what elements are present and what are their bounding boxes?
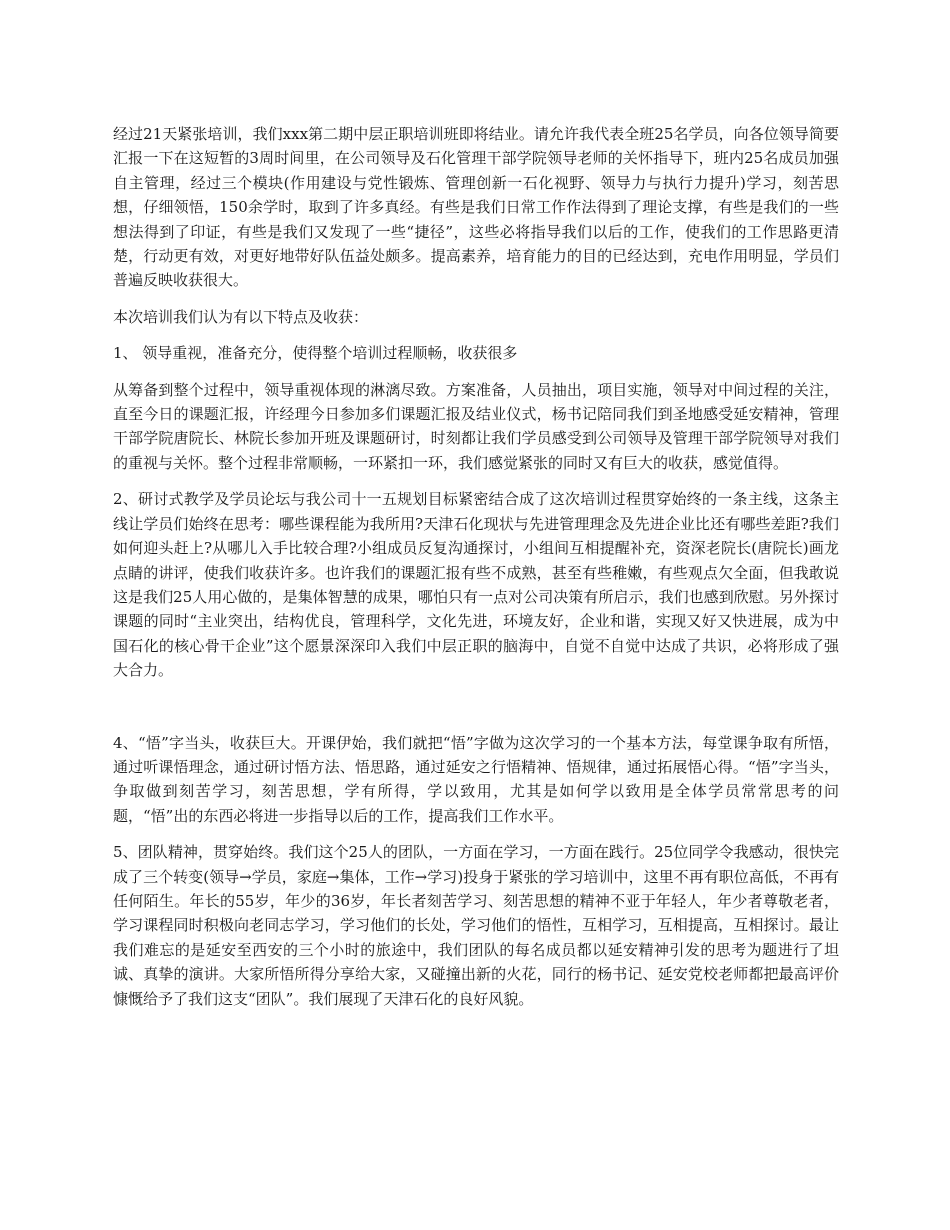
point-5-paragraph: 5、团队精神，贯穿始终。我们这个25人的团队，一方面在学习，一方面在践行。25位同学令我感动，很快完成了三个转变(领导→学员，家庭→集体，工作→学习)投身于紧张的学习培训中，这里不再有职位高低，不再有任何陌生。年长的55岁，年少的36岁，年长者刻苦学习、刻苦思想的精神不亚于年轻人，年少者尊敬老者，学习课程同时积极向老同志学习，学习他们的长处，学习他们的悟性，互相学习，互相提高，互相探讨。最让我们难忘的是延安至西安的三个小时的旅途中，我们团队的每名成员都以延安精神引发的思考为题进行了坦诚、真挚的演讲。大家所悟所得分享给大家，又碰撞出新的火花，同行的杨书记、延安党校老师都把最高评价慷慨给予了我们这支“团队”。我们展现了天津石化的良好风貌。: [113, 843, 839, 1008]
point-1-heading: 1、 领导重视，准备充分，使得整个培训过程顺畅，收获很多: [113, 344, 518, 363]
point-2-paragraph: 2、研讨式教学及学员论坛与我公司十一五规划目标紧密结合成了这次培训过程贯穿始终的一条主线，这条主线让学员们始终在思考：哪些课程能为我所用?天津石化现状与先进管理理念及先进企业比还有哪些差距?我们如何迎头赶上?从哪儿入手比较合理?小组成员反复沟通探讨，小组间互相提醒补充，资深老院长(唐院长)画龙点睛的讲评，使我们收获许多。也许我们的课题汇报有些不成熟，甚至有些稚嫩，有些观点欠全面，但我敢说这是我们25人用心做的，是集体智慧的成果，哪怕只有一点对公司决策有所启示，我们也感到欣慰。另外探讨课题的同时“主业突出，结构优良，管理科学，文化先进，环境友好，企业和谐，实现又好又快进展，成为中国石化的核心骨干企业”这个愿景深深印入我们中层正职的脑海中，自觉不自觉中达成了共识，必将形成了强大合力。: [113, 490, 839, 680]
blank-gap: [113, 695, 839, 731]
document-body: [113, 122, 839, 1023]
point-1-paragraph: 从筹备到整个过程中，领导重视体现的淋漓尽致。方案准备，人员抽出，项目实施，领导对中间过程的关注，直至今日的课题汇报，许经理今日参加多们课题汇报及结业仪式，杨书记陪同我们到圣地感受延安精神，管理干部学院唐院长、林院长参加开班及课题研讨，时刻都让我们学员感受到公司领导及管理干部学院领导对我们的重视与关怀。整个过程非常顺畅，一环紧扣一环，我们感觉紧张的同时又有巨大的收获，感觉值得。: [113, 380, 839, 472]
point-4-paragraph: 4、“悟”字当头，收获巨大。开课伊始，我们就把“悟”字做为这次学习的一个基本方法，每堂课争取有所悟，通过听课悟理念，通过研讨悟方法、悟思路，通过延安之行悟精神、悟规律，通过拓展悟心得。“悟”字当头，争取做到刻苦学习，刻苦思想，学有所得，学以致用，尤其是如何学以致用是全体学员常常思考的问题，“悟”出的东西必将进一步指导以后的工作，提高我们工作水平。: [113, 733, 839, 825]
features-heading: 本次培训我们认为有以下特点及收获：: [113, 307, 369, 326]
intro-paragraph: 经过21天紧张培训，我们xxx第二期中层正职培训班即将结业。请允许我代表全班25名学员，向各位领导简要汇报一下在这短暂的3周时间里，在公司领导及石化管理干部学院领导老师的关怀指导下，班内25名成员加强自主管理，经过三个模块(作用建设与党性锻炼、管理创新一石化视野、领导力与执行力提升)学习，刻苦思想，仔细领悟，150余学时，取到了许多真经。有些是我们日常工作作法得到了理论支撑，有些是我们的一些想法得到了印证，有些是我们又发现了一些“捷径”，这些必将指导我们以后的工作，使我们的工作思路更清楚，行动更有效，对更好地带好队伍益处颇多。提高素养，培育能力的目的已经达到，充电作用明显，学员们普遍反映收获很大。: [113, 125, 839, 290]
